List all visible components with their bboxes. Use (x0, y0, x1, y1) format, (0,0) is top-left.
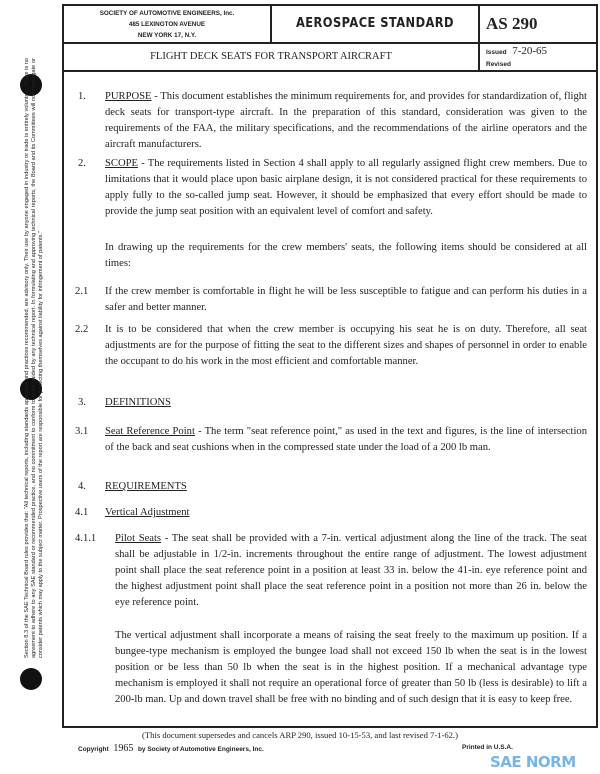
section-2-2-number: 2.2 (75, 324, 89, 335)
section-3-heading: DEFINITIONS (105, 397, 171, 408)
section-2-1-text: If the crew member is comfortable in flight he will be less susceptible to fatigue and can perform his duties in a safer and better manner. (105, 286, 587, 313)
punch-hole-bottom (20, 668, 42, 690)
header-dates-cell (478, 42, 598, 72)
issued-date: 7-20-65 (512, 45, 548, 57)
section-2-heading: SCOPE (105, 158, 138, 169)
header-org-cell (62, 4, 272, 44)
side-disclaimer-text: Section 8.3 of the SAE Technical Board rules provides that: "All technical reports, including standards approved and practices recommended, are advisory only. Their use by anyone engaged in industry or trade is entirely voluntary. There is no agreement to adhere to any SAE standard or recommended practice, and no commitment to conform to or be guided by any technical report. In formulating and approving technical reports, the Board and its Committees will not investigate or consider patents which may apply to the subject matter. Prospective users of the report are responsible for protecting themselves against liability for infringement of patents." (24, 58, 44, 658)
section-3-1-text: - The term "seat reference point," as used in the text and figures, is the line of intersection of the back and seat cushions when in the compressed state under the load of a 200 lb man. (105, 426, 587, 453)
header-docnum-cell (478, 4, 598, 44)
issued-label: Issued (486, 49, 507, 56)
side-disclaimer (24, 58, 60, 658)
section-2-scope (105, 156, 587, 220)
section-2-number: 2. (78, 158, 86, 169)
section-3-1-number: 3.1 (75, 426, 89, 437)
section-2-2-text: It is to be considered that when the crew member is occupying his seat he is on duty. Therefore, all seat adjustments are for the purpose of fitting the seat to the different sizes and shapes of personnel in order to enable the occupant to do his work in the most efficient and comfortable manner. (105, 324, 587, 367)
copyright-holder: by Society of Automotive Engineers, Inc. (137, 746, 264, 753)
supersedes-note: (This document supersedes and cancels ARP 290, issued 10-15-53, and last revised 7-1-62.) (142, 730, 458, 740)
section-4-1-1 (115, 531, 587, 611)
section-4-1-1-number: 4.1.1 (75, 533, 97, 544)
doc-number: AS 290 (486, 14, 538, 33)
org-name: SOCIETY OF AUTOMOTIVE ENGINEERS, Inc. (99, 10, 235, 17)
section-3-1-heading: Seat Reference Point (105, 426, 195, 437)
printed-in: Printed in U.S.A. (462, 744, 513, 751)
section-4-1-heading: Vertical Adjustment (105, 507, 190, 518)
section-4-1-1-text: - The seat shall be provided with a 7-in. vertical adjustment along the line of the track. The seat shall be adjustable in 1/2-in. increments throughout the entire range of adjustment. The lowest adjustment point shall place the seat reference point in a position at least 33 in. below the 41-in. eye reference point and the highest adjustment point shall place the seat reference point in a position not more than 26 in. below the eye reference point. (115, 533, 587, 608)
header-title-cell (62, 42, 480, 72)
section-4-1-number: 4.1 (75, 507, 89, 518)
sae-norm-watermark (490, 753, 576, 771)
section-2-paragraph: In drawing up the requirements for the crew members' seats, the following items should be considered at all times: (105, 242, 587, 269)
section-4-number: 4. (78, 481, 86, 492)
section-1-purpose (105, 89, 587, 153)
section-3-number: 3. (78, 397, 86, 408)
section-4-heading: REQUIREMENTS (105, 481, 187, 492)
section-1-heading: PURPOSE (105, 91, 152, 102)
doc-title: FLIGHT DECK SEATS FOR TRANSPORT AIRCRAFT (150, 51, 392, 62)
copyright-year: 1965 (113, 743, 134, 754)
section-1-number: 1. (78, 91, 86, 102)
watermark-text: SAE NORM (490, 753, 576, 771)
section-4-1-1-paragraph: The vertical adjustment shall incorporate a means of raising the seat freely to the maximum up position. If a bungee-type mechanism is employed the bungee load shall not exceed 150 lb when the seat is in the lowest position or be less than 50 lb when the seat is in the highest position. If a mechanical advantage type mechanism is employed it shall not require an operational force of greater than 50 lb (less is desirable) to lift a 200-lb man. Up and down travel shall be free with no binding and of such design that it is easy to keep free. (115, 630, 587, 705)
header-doctype-cell (270, 4, 480, 44)
section-4-1-1-heading: Pilot Seats (115, 533, 162, 544)
copyright-label: Copyright (78, 746, 109, 753)
org-city: NEW YORK 17, N.Y. (137, 32, 197, 39)
section-3-1 (105, 424, 587, 456)
copyright-line (78, 743, 264, 756)
org-address: 485 LEXINGTON AVENUE (128, 21, 206, 28)
revised-label: Revised (486, 61, 511, 68)
section-2-text: - The requirements listed in Section 4 shall apply to all regularly assigned flight crew members. Due to limitations that it would place upon basic airplane design, it is not considered practical for these requirements to apply fully to the so-called jump seat. However, it should be emphasized that every effort should be made to provide the jump seat position with an equivalent level of comfort and safety. (105, 158, 587, 217)
section-2-1-number: 2.1 (75, 286, 89, 297)
doc-type: AEROSPACE STANDARD (296, 16, 454, 31)
section-1-text: - This document establishes the minimum requirements for, and provides for standardization of, flight deck seats for transport-type aircraft. In the preparation of this standard, consideration was given to the requirements of the FAA, the military specifications, and the recommendations of the airline operators and the aircraft manufacturers. (105, 91, 587, 150)
